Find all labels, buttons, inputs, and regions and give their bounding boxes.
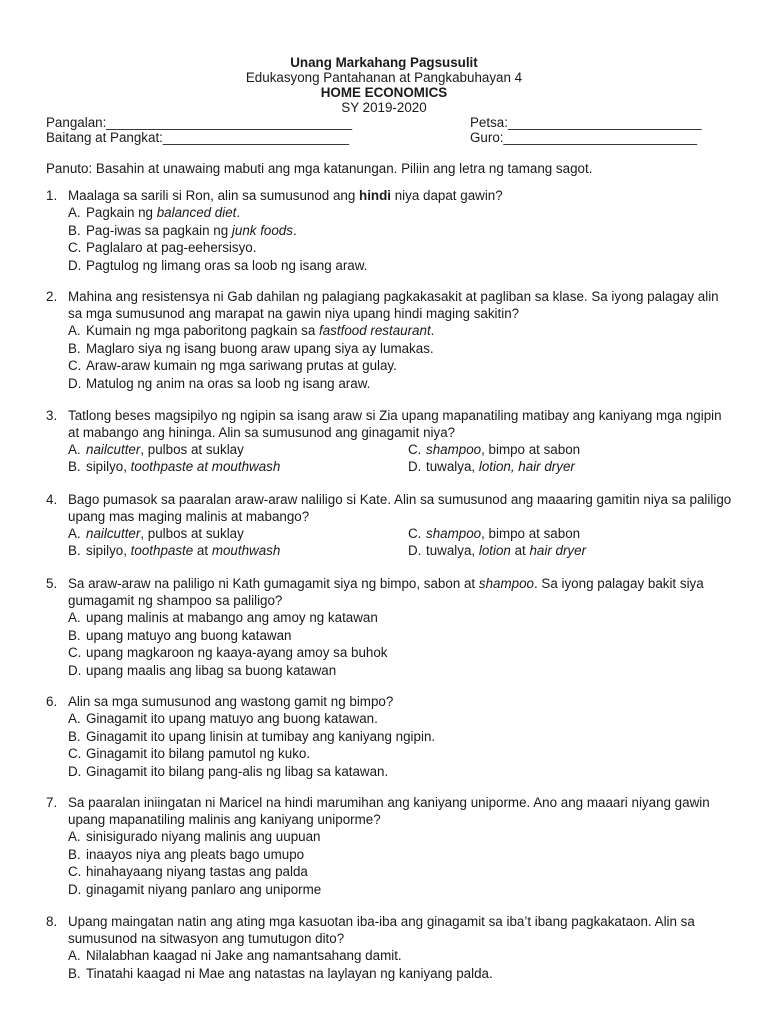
option-d[interactable]: D. tuwalya, lotion at hair dryer — [408, 543, 587, 558]
question-number: 5. — [46, 576, 58, 591]
exam-subject: Edukasyong Pantahanan at Pangkabuhayan 4 — [245, 70, 523, 85]
option-a[interactable]: A. Ginagamit ito upang matuyo ang buong katawan. — [68, 711, 378, 726]
instructions: Panuto: Basahin at unawaing mabuti ang mga katanungan. Piliin ang letra ng tamang sagot. — [46, 161, 593, 176]
question-text: Tatlong beses magsipilyo ng ngipin sa isang araw si Zia upang mapanatiling matibay ang kaniyang mga ngipin at mabango ang hininga. Alin sa sumusunod ang ginagamit niya? — [68, 408, 722, 440]
question-8 — [46, 913, 736, 982]
option-c[interactable]: C. Ginagamit ito bilang pamutol ng kuko. — [68, 746, 311, 761]
option-b[interactable]: B. sipilyo, toothpaste at mouthwash — [68, 459, 281, 474]
question-3 — [46, 407, 736, 475]
option-b[interactable]: B. Ginagamit ito upang linisin at tumibay ang kaniyang ngipin. — [68, 728, 436, 744]
option-b[interactable]: B. Maglaro siya ng isang buong araw upang siya ay lumakas. — [68, 340, 434, 356]
question-text: Alin sa mga sumusunod ang wastong gamit ng bimpo? — [68, 694, 394, 709]
question-text: Sa araw-araw na paliligo ni Kath gumagamit siya ng bimpo, sabon at shampoo. Sa iyong palagay bakit siya gumagamit ng shampoo sa paliligo? — [68, 576, 704, 608]
question-2 — [46, 288, 736, 392]
question-number: 6. — [46, 694, 58, 709]
option-a[interactable]: A. Pagkain ng balanced diet. — [68, 205, 241, 220]
option-a[interactable]: A. sinisigurado niyang malinis ang uupuan — [68, 829, 321, 844]
option-a[interactable]: A. nailcutter, pulbos at suklay — [68, 526, 244, 541]
option-c[interactable]: C. Araw-araw kumain ng mga sariwang prutas at gulay. — [68, 358, 397, 373]
option-d[interactable]: D. ginagamit niyang panlaro ang uniporme — [68, 881, 322, 897]
question-number: 1. — [46, 188, 58, 203]
info-row-1 — [46, 115, 702, 130]
question-5 — [46, 575, 736, 679]
option-c[interactable]: C. shampoo, bimpo at sabon — [408, 526, 581, 541]
option-d[interactable]: D. Ginagamit ito bilang pang-alis ng libag sa katawan. — [68, 763, 389, 779]
date-field[interactable]: Petsa:__________________________ — [470, 115, 702, 130]
exam-course: HOME ECONOMICS — [320, 85, 448, 100]
question-number: 4. — [46, 492, 58, 507]
question-4 — [46, 491, 736, 559]
exam-header — [0, 55, 768, 115]
grade-section-field[interactable]: Baitang at Pangkat:_________________________ — [46, 130, 350, 145]
question-text: Maalaga sa sarili si Ron, alin sa sumusunod ang hindi niya dapat gawin? — [68, 188, 503, 203]
school-year: SY 2019-2020 — [341, 100, 427, 115]
option-d[interactable]: D. Pagtulog ng limang oras sa loob ng isang araw. — [68, 257, 368, 273]
option-c[interactable]: C. Paglalaro at pag-eehersisyo. — [68, 240, 257, 255]
question-number: 3. — [46, 408, 58, 423]
option-a[interactable]: A. Nilalabhan kaagad ni Jake ang namantsahang damit. — [68, 948, 402, 963]
info-row-2 — [46, 130, 698, 145]
question-7 — [46, 794, 736, 898]
question-1 — [46, 187, 736, 274]
question-text: Mahina ang resistensya ni Gab dahilan ng palagiang pagkakasakit at pagliban sa klase. Sa iyong palagay alin sa mga sumusunod ang marapat na gawin niya upang hindi maging sakitin? — [68, 289, 719, 321]
option-b[interactable]: B. inaayos niya ang pleats bago umupo — [68, 846, 305, 862]
option-d[interactable]: D. upang maalis ang libag sa buong katawan — [68, 662, 337, 678]
question-text: Sa paaralan iniingatan ni Maricel na hindi marumihan ang kaniyang uniporme. Ano ang maaari niyang gawin upang mapanatiling malinis ang kaniyang uniporme? — [68, 795, 710, 827]
question-number: 8. — [46, 914, 58, 929]
question-text: Upang maingatan natin ang ating mga kasuotan iba-iba ang ginagamit sa iba’t ibang pagkakataon. Alin sa sumusunod na sitwasyon ang tumutugon dito? — [68, 914, 695, 946]
option-d[interactable]: D. tuwalya, lotion, hair dryer — [408, 459, 575, 474]
option-a[interactable]: A. Kumain ng mga paboritong pagkain sa fastfood restaurant. — [68, 323, 435, 338]
name-field[interactable]: Pangalan:_________________________________ — [46, 115, 353, 130]
option-b[interactable]: B. upang matuyo ang buong katawan — [68, 627, 292, 643]
question-6 — [46, 693, 736, 780]
teacher-field[interactable]: Guro:__________________________ — [470, 130, 698, 145]
question-number: 7. — [46, 795, 58, 810]
option-b[interactable]: B. sipilyo, toothpaste at mouthwash — [68, 543, 281, 558]
option-d[interactable]: D. Matulog ng anim na oras sa loob ng isang araw. — [68, 375, 371, 391]
option-c[interactable]: C. shampoo, bimpo at sabon — [408, 442, 581, 457]
option-a[interactable]: A. upang malinis at mabango ang amoy ng katawan — [68, 610, 378, 625]
exam-title: Unang Markahang Pagsusulit — [290, 55, 478, 70]
question-number: 2. — [46, 289, 58, 304]
option-b[interactable]: B. Tinatahi kaagad ni Mae ang natastas na laylayan ng kaniyang palda. — [68, 965, 493, 981]
question-text: Bago pumasok sa paaralan araw-araw naliligo si Kate. Alin sa sumusunod ang maaaring gamitin niya sa paliligo upang mas maging malinis at mabango? — [68, 492, 732, 524]
option-c[interactable]: C. hinahayaang niyang tastas ang palda — [68, 864, 308, 879]
option-a[interactable]: A. nailcutter, pulbos at suklay — [68, 442, 244, 457]
option-b[interactable]: B. Pag-iwas sa pagkain ng junk foods. — [68, 222, 297, 238]
emphasis-word: hindi — [359, 188, 392, 203]
option-c[interactable]: C. upang magkaroon ng kaaya-ayang amoy sa buhok — [68, 645, 388, 660]
